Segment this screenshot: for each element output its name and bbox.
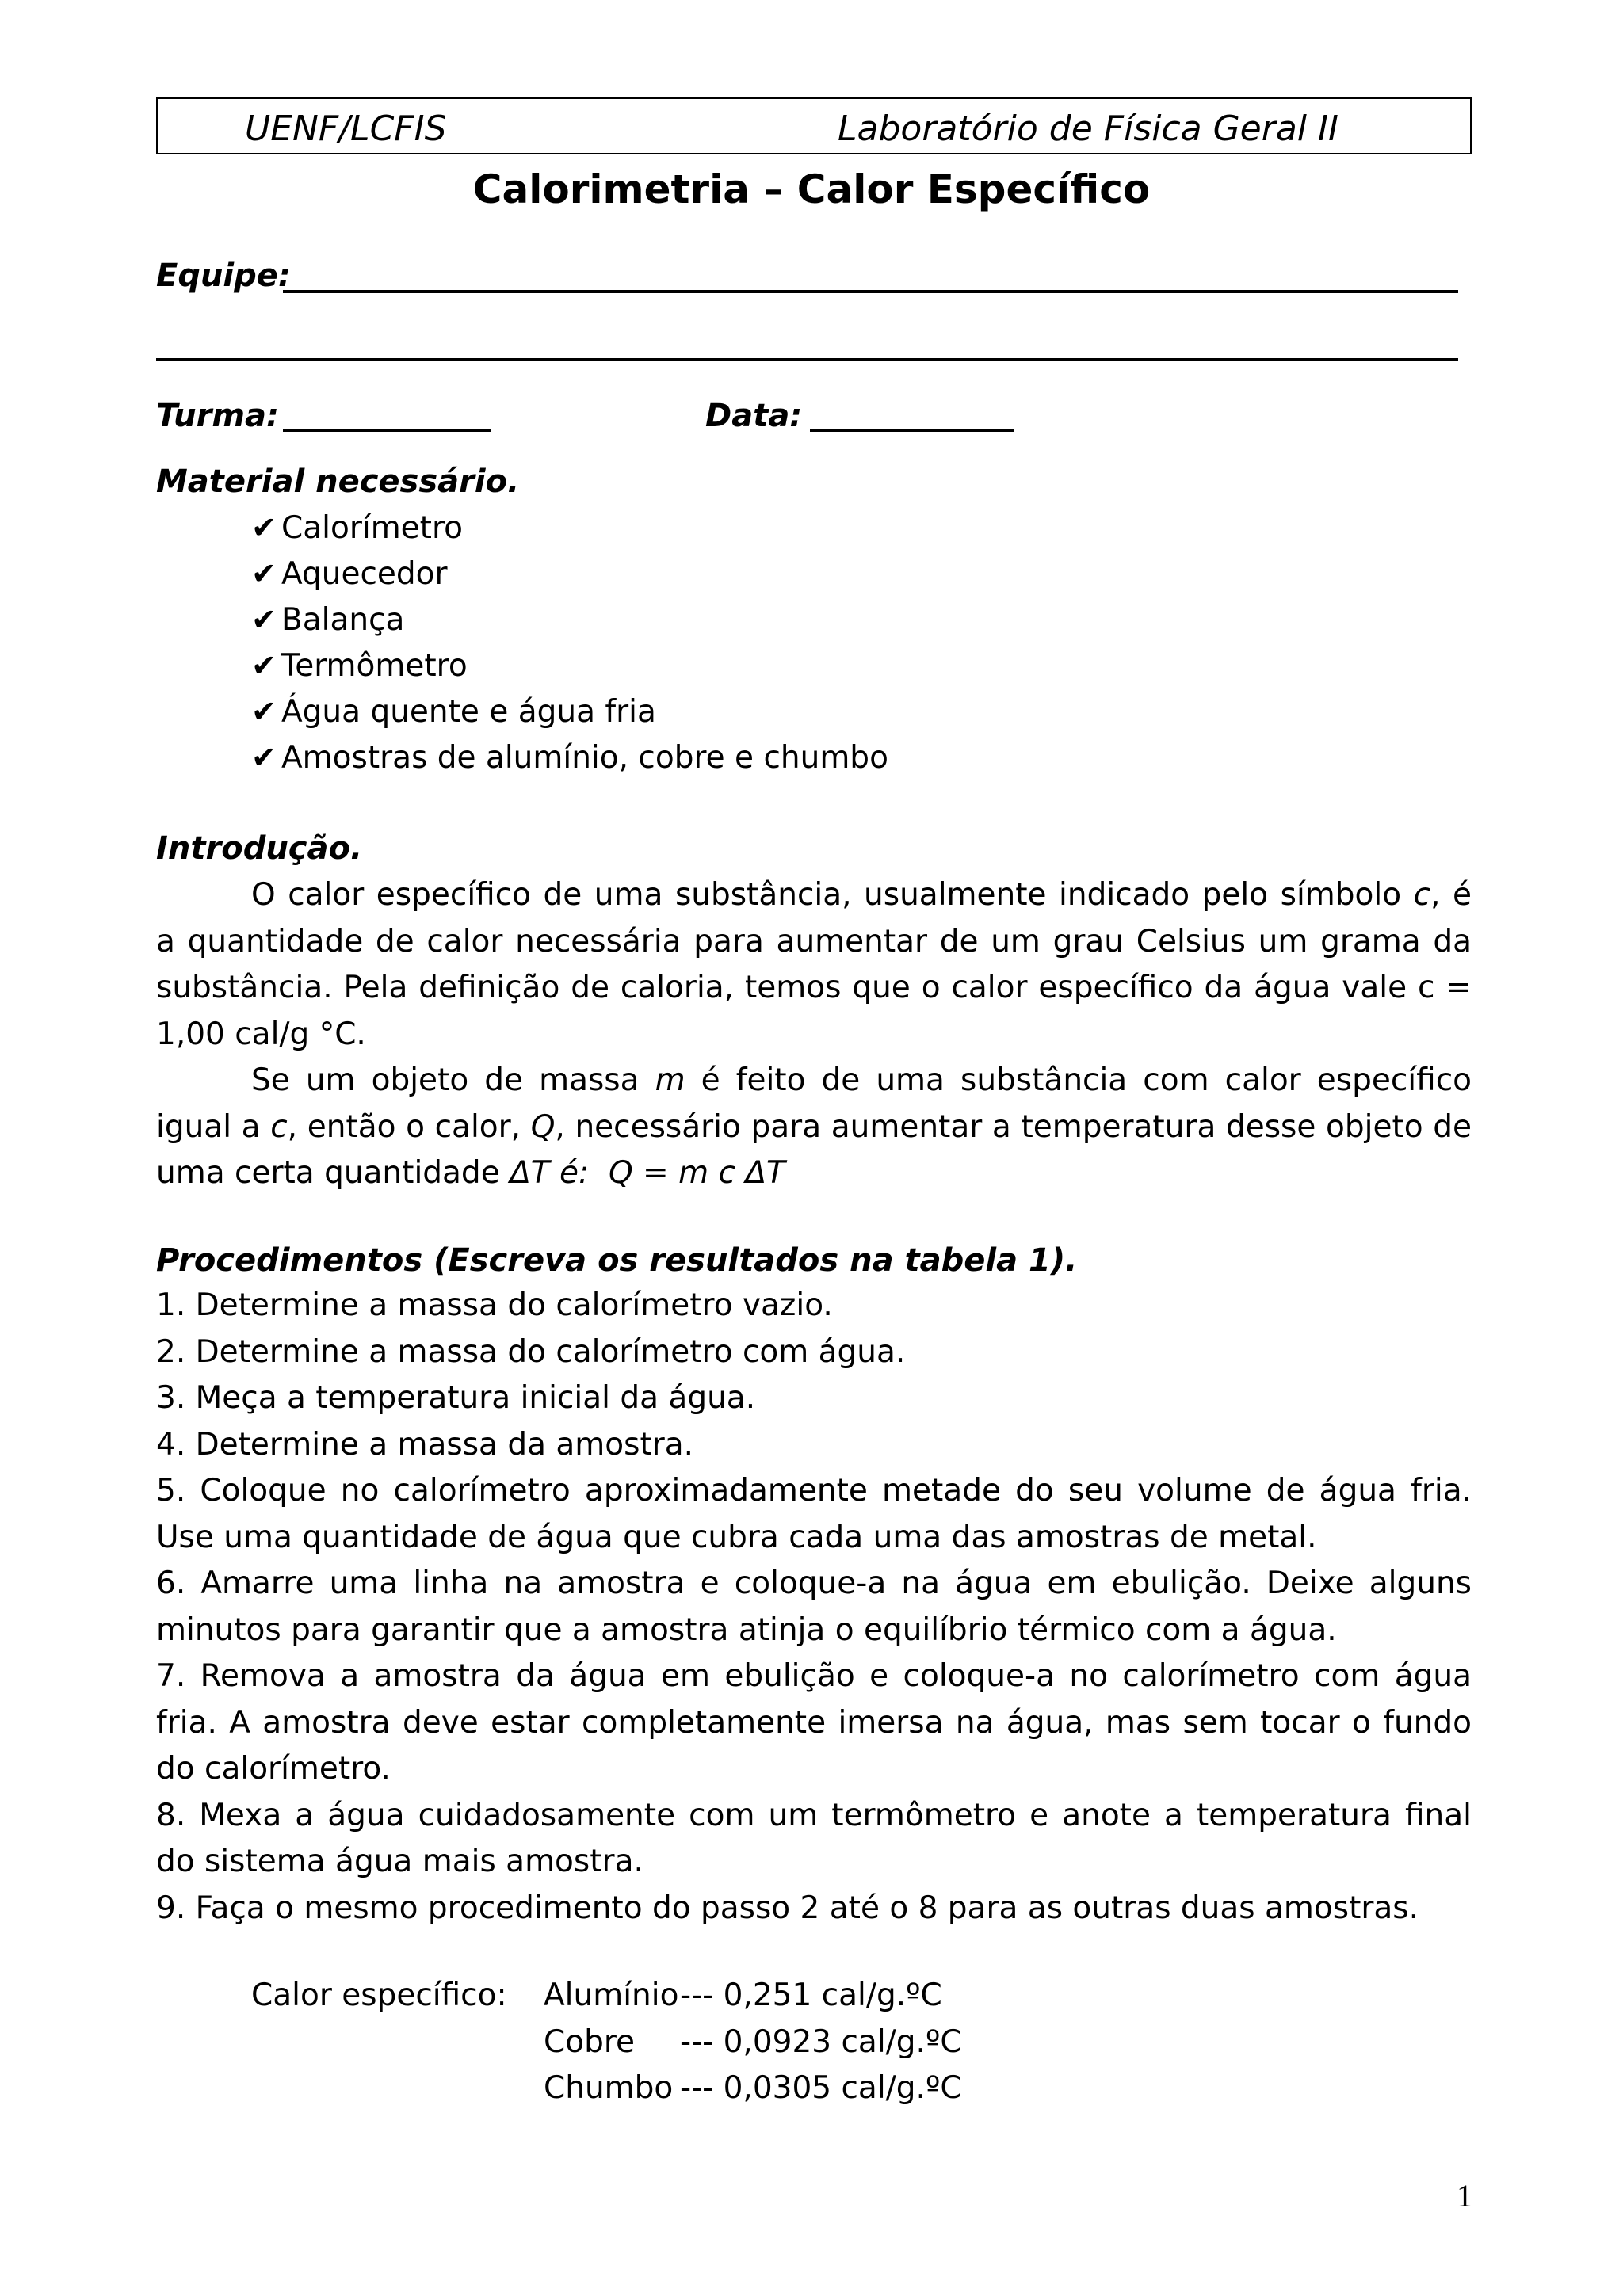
list-item: ✔ Balança: [251, 597, 888, 643]
list-item: 4. Determine a massa da amostra.: [156, 1426, 694, 1463]
list-item: 9. Faça o mesmo procedimento do passo 2 até o 8 para as outras duas amostras.: [156, 1890, 1419, 1926]
data-label: Data:: [705, 398, 803, 434]
page-number: 1: [1457, 2178, 1472, 2214]
check-icon: ✔: [251, 602, 277, 637]
turma-blank-line: [283, 429, 491, 432]
check-icon: ✔: [251, 510, 277, 545]
check-icon: ✔: [251, 740, 277, 775]
specific-heat-row: Alumínio--- 0,251 cal/g.ºC: [544, 1978, 942, 2013]
list-item: ✔ Água quente e água fria: [251, 688, 888, 734]
specific-heat-label: Calor específico:: [251, 1978, 507, 2013]
list-item: ✔ Termômetro: [251, 643, 888, 688]
check-icon: ✔: [251, 648, 277, 683]
equipe-blank-line-2: [156, 358, 1458, 361]
intro-paragraph-1: O calor específico de uma substância, usualmente indicado pelo símbolo c, é a quantidade de calor necessária para aumentar de um grau Celsius um grama da substância. Pela definição de caloria, temos que o calor específico da água vale c = 1,00 cal/g °C.: [156, 877, 1472, 1052]
equipe-blank-line: [283, 290, 1458, 293]
header-lab-name: Laboratório de Física Geral II: [838, 109, 1338, 149]
check-icon: ✔: [251, 556, 277, 591]
turma-label: Turma:: [156, 398, 279, 434]
material-list: [251, 505, 888, 780]
specific-heat-row: Cobre --- 0,0923 cal/g.ºC: [544, 2023, 962, 2060]
list-item: 3. Meça a temperatura inicial da água.: [156, 1380, 756, 1416]
header-institution: UENF/LCFIS: [245, 109, 447, 149]
material-heading: Material necessário.: [156, 463, 520, 500]
list-item: 2. Determine a massa do calorímetro com água.: [156, 1333, 906, 1370]
check-icon: ✔: [251, 694, 277, 729]
header-box: [156, 97, 1472, 154]
data-blank-line: [810, 429, 1014, 432]
intro-heading: Introdução.: [156, 830, 363, 867]
list-item: 5. Coloque no calorímetro aproximadamente metade do seu volume de água fria. Use uma quantidade de água que cubra cada uma das amostras de metal.: [156, 1473, 1472, 1555]
list-item: ✔ Aquecedor: [251, 551, 888, 597]
list-item: 6. Amarre uma linha na amostra e coloque-a na água em ebulição. Deixe alguns minutos para garantir que a amostra atinja o equilíbrio térmico com a água.: [156, 1566, 1472, 1648]
list-item: ✔ Calorímetro: [251, 505, 888, 551]
procedures-list: [156, 1283, 1472, 1932]
procedures-heading: Procedimentos (Escreva os resultados na tabela 1).: [156, 1242, 1078, 1279]
list-item: 7. Remova a amostra da água em ebulição e coloque-a no calorímetro com água fria. A amostra deve estar completamente imersa na água, mas sem tocar o fundo do calorímetro.: [156, 1658, 1472, 1787]
list-item: 1. Determine a massa do calorímetro vazio.: [156, 1287, 833, 1323]
page-title: Calorimetria – Calor Específico: [472, 166, 1151, 212]
heat-formula: Q = m c ΔT: [608, 1155, 785, 1191]
list-item: 8. Mexa a água cuidadosamente com um termômetro e anote a temperatura final do sistema água mais amostra.: [156, 1797, 1472, 1879]
list-item: ✔ Amostras de alumínio, cobre e chumbo: [251, 734, 888, 780]
intro-paragraph-2: Se um objeto de massa m é feito de uma substância com calor específico igual a c, então o calor, Q, necessário para aumentar a temperatura desse objeto de uma certa quantidade ΔT é: Q = m c ΔT: [156, 1062, 1472, 1191]
equipe-label: Equipe:: [156, 257, 291, 294]
specific-heat-table: [544, 1973, 962, 2112]
specific-heat-row: Chumbo --- 0,0305 cal/g.ºC: [544, 2070, 962, 2106]
